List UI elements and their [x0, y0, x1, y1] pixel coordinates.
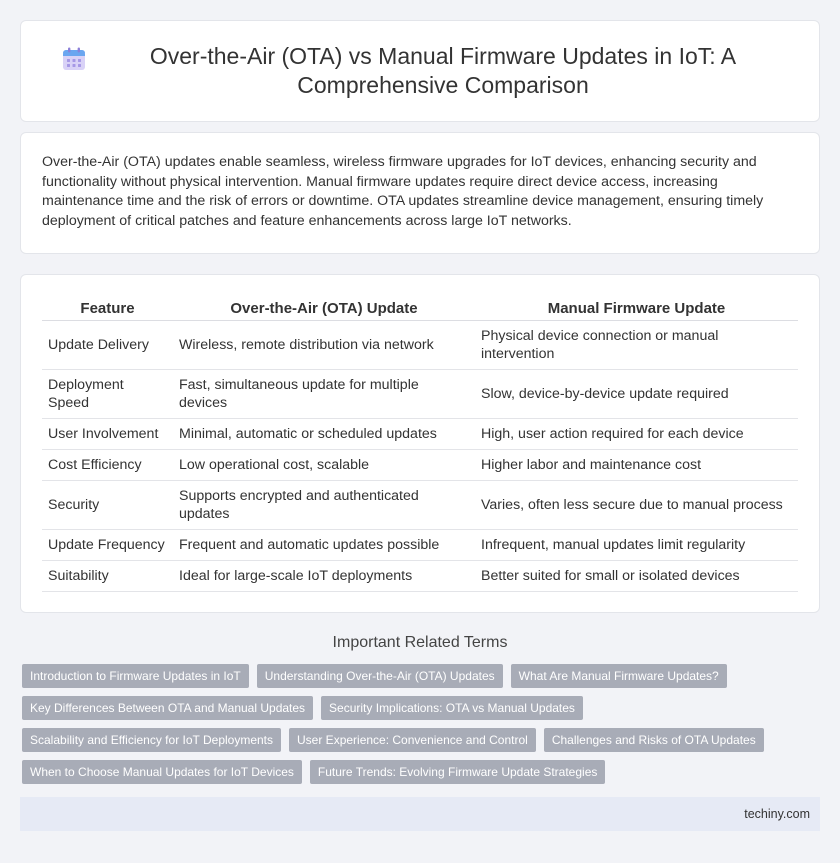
related-terms-tags: [0, 664, 840, 792]
manual-cell: Higher labor and maintenance cost: [475, 450, 798, 481]
footer: [20, 797, 820, 831]
table-row: [42, 370, 798, 419]
ota-cell: Minimal, automatic or scheduled updates: [173, 419, 475, 450]
feature-cell: Suitability: [42, 561, 173, 592]
table-row: [42, 321, 798, 370]
manual-cell: Better suited for small or isolated devices: [475, 561, 798, 592]
manual-cell: High, user action required for each device: [475, 419, 798, 450]
intro-card: [20, 132, 820, 254]
table-row: [42, 419, 798, 450]
ota-cell: Ideal for large-scale IoT deployments: [173, 561, 475, 592]
manual-cell: Physical device connection or manual intervention: [475, 321, 798, 370]
related-term-tag[interactable]: Understanding Over-the-Air (OTA) Updates: [257, 664, 503, 688]
intro-text: Over-the-Air (OTA) updates enable seamless, wireless firmware upgrades for IoT devices, enhancing security and functionality without physical intervention. Manual firmware updates require direct device access, increasing maintenance time and the risk of errors or downtime. OTA updates streamline device management, ensuring timely deployment of critical patches and feature enhancements across large IoT networks.: [42, 154, 764, 229]
feature-cell: Security: [42, 481, 173, 530]
table-row: [42, 530, 798, 561]
manual-cell: Infrequent, manual updates limit regularity: [475, 530, 798, 561]
column-header-feature: Feature: [42, 297, 173, 321]
related-term-tag[interactable]: Key Differences Between OTA and Manual Updates: [22, 696, 313, 720]
manual-cell: Varies, often less secure due to manual process: [475, 481, 798, 530]
feature-cell: Cost Efficiency: [42, 450, 173, 481]
comparison-table-card: [20, 274, 820, 613]
header-card: [20, 20, 820, 122]
ota-cell: Low operational cost, scalable: [173, 450, 475, 481]
table-header-row: [42, 297, 798, 321]
manual-cell: Slow, device-by-device update required: [475, 370, 798, 419]
ota-cell: Supports encrypted and authenticated updates: [173, 481, 475, 530]
table-row: [42, 561, 798, 592]
page-title: Over-the-Air (OTA) vs Manual Firmware Updates in IoT: A Comprehensive Comparison: [149, 43, 737, 98]
comparison-table: [42, 297, 798, 592]
related-term-tag[interactable]: Challenges and Risks of OTA Updates: [544, 728, 764, 752]
related-term-tag[interactable]: User Experience: Convenience and Control: [289, 728, 536, 752]
ota-cell: Fast, simultaneous update for multiple devices: [173, 370, 475, 419]
feature-cell: Update Frequency: [42, 530, 173, 561]
related-term-tag[interactable]: Introduction to Firmware Updates in IoT: [22, 664, 249, 688]
calendar-icon: [61, 46, 87, 72]
feature-cell: Update Delivery: [42, 321, 173, 370]
table-row: [42, 450, 798, 481]
ota-cell: Wireless, remote distribution via network: [173, 321, 475, 370]
related-term-tag[interactable]: When to Choose Manual Updates for IoT Devices: [22, 760, 302, 784]
footer-brand[interactable]: techiny.com: [744, 807, 810, 821]
ota-cell: Frequent and automatic updates possible: [173, 530, 475, 561]
table-row: [42, 481, 798, 530]
column-header-manual: Manual Firmware Update: [475, 297, 798, 321]
feature-cell: Deployment Speed: [42, 370, 173, 419]
related-term-tag[interactable]: What Are Manual Firmware Updates?: [511, 664, 727, 688]
title-wrap: [61, 42, 779, 100]
related-terms-title: Important Related Terms: [332, 634, 508, 651]
related-term-tag[interactable]: Scalability and Efficiency for IoT Deployments: [22, 728, 281, 752]
related-term-tag[interactable]: Future Trends: Evolving Firmware Update Strategies: [310, 760, 605, 784]
related-term-tag[interactable]: Security Implications: OTA vs Manual Updates: [321, 696, 583, 720]
feature-cell: User Involvement: [42, 419, 173, 450]
column-header-ota: Over-the-Air (OTA) Update: [173, 297, 475, 321]
